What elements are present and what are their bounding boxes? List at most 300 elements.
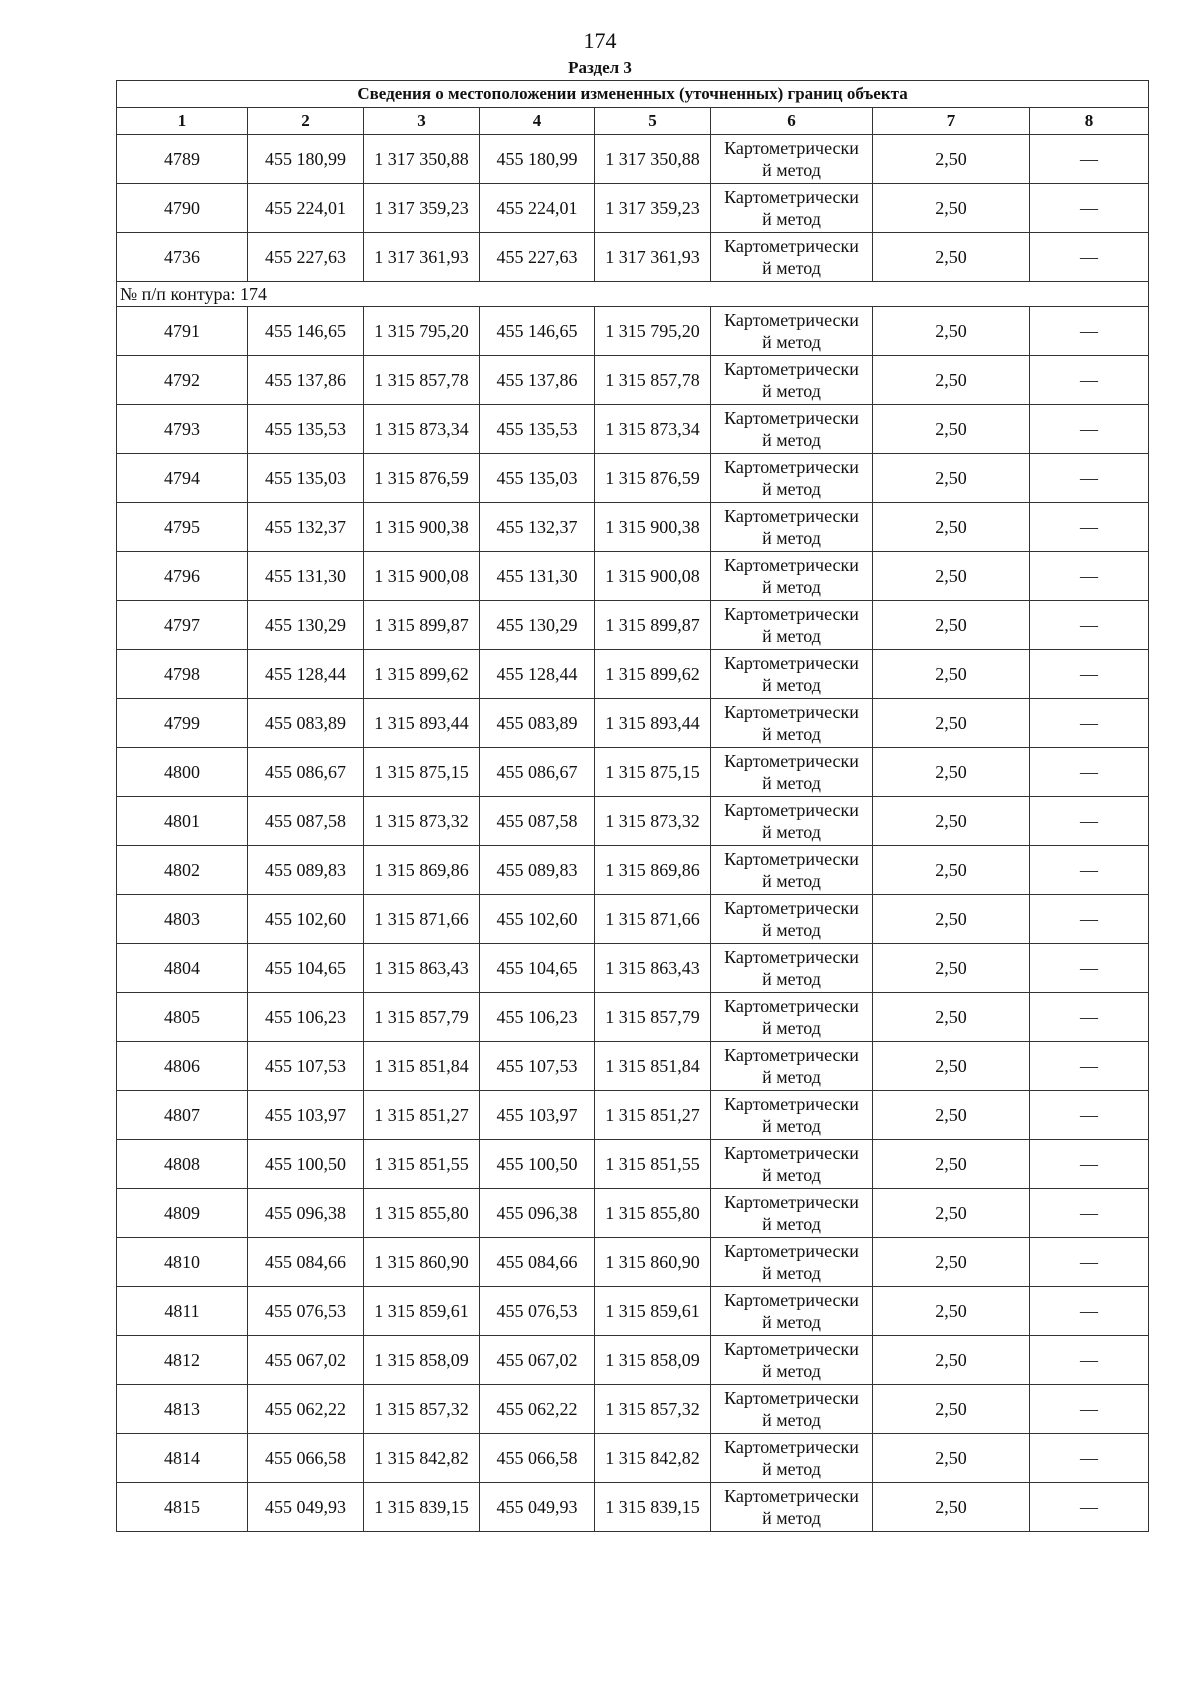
accuracy-cell: 2,50: [873, 135, 1030, 184]
accuracy-cell: 2,50: [873, 1042, 1030, 1091]
x-old-cell: 455 102,60: [248, 895, 364, 944]
table-row: [117, 356, 1149, 405]
description-cell: —: [1030, 1042, 1149, 1091]
method-cell: [711, 846, 873, 895]
x-old-cell: 455 137,86: [248, 356, 364, 405]
method-cell: [711, 1238, 873, 1287]
method-line: й метод: [762, 871, 821, 891]
y-new-cell: 1 315 851,84: [595, 1042, 711, 1091]
table-row: [117, 405, 1149, 454]
point-number-cell: 4812: [117, 1336, 248, 1385]
method-line: Картометрически: [724, 604, 859, 624]
y-old-cell: 1 315 795,20: [364, 307, 480, 356]
method-cell: [711, 1189, 873, 1238]
table-row: [117, 895, 1149, 944]
accuracy-cell: 2,50: [873, 748, 1030, 797]
method-line: й метод: [762, 1067, 821, 1087]
point-number-cell: 4795: [117, 503, 248, 552]
y-new-cell: 1 315 875,15: [595, 748, 711, 797]
point-number-cell: 4794: [117, 454, 248, 503]
accuracy-cell: 2,50: [873, 895, 1030, 944]
table-row: [117, 601, 1149, 650]
x-new-cell: 455 224,01: [480, 184, 595, 233]
table-row: [117, 1140, 1149, 1189]
method-cell: [711, 552, 873, 601]
x-new-cell: 455 137,86: [480, 356, 595, 405]
column-number-row: [117, 108, 1149, 135]
method-line: й метод: [762, 724, 821, 744]
description-cell: —: [1030, 1336, 1149, 1385]
point-number-cell: 4797: [117, 601, 248, 650]
description-cell: —: [1030, 135, 1149, 184]
x-old-cell: 455 089,83: [248, 846, 364, 895]
method-cell: [711, 356, 873, 405]
y-old-cell: 1 315 857,79: [364, 993, 480, 1042]
point-number-cell: 4804: [117, 944, 248, 993]
description-cell: —: [1030, 405, 1149, 454]
table-row: [117, 1434, 1149, 1483]
x-old-cell: 455 106,23: [248, 993, 364, 1042]
accuracy-cell: 2,50: [873, 846, 1030, 895]
point-number-cell: 4789: [117, 135, 248, 184]
method-line: Картометрически: [724, 898, 859, 918]
y-old-cell: 1 315 899,87: [364, 601, 480, 650]
method-line: Картометрически: [724, 187, 859, 207]
y-new-cell: 1 315 893,44: [595, 699, 711, 748]
description-cell: —: [1030, 1483, 1149, 1532]
method-line: й метод: [762, 773, 821, 793]
accuracy-cell: 2,50: [873, 307, 1030, 356]
description-cell: —: [1030, 895, 1149, 944]
x-new-cell: 455 146,65: [480, 307, 595, 356]
page-number: 174: [583, 28, 617, 53]
x-new-cell: 455 130,29: [480, 601, 595, 650]
method-cell: [711, 895, 873, 944]
y-old-cell: 1 315 893,44: [364, 699, 480, 748]
description-cell: —: [1030, 1385, 1149, 1434]
x-old-cell: 455 107,53: [248, 1042, 364, 1091]
method-cell: [711, 1140, 873, 1189]
y-new-cell: 1 315 900,38: [595, 503, 711, 552]
method-cell: [711, 797, 873, 846]
y-old-cell: 1 315 851,27: [364, 1091, 480, 1140]
method-line: й метод: [762, 969, 821, 989]
accuracy-cell: 2,50: [873, 552, 1030, 601]
y-old-cell: 1 315 857,32: [364, 1385, 480, 1434]
column-number: 2: [248, 108, 364, 135]
x-new-cell: 455 083,89: [480, 699, 595, 748]
y-old-cell: 1 315 869,86: [364, 846, 480, 895]
accuracy-cell: 2,50: [873, 993, 1030, 1042]
accuracy-cell: 2,50: [873, 184, 1030, 233]
point-number-cell: 4736: [117, 233, 248, 282]
accuracy-cell: 2,50: [873, 1434, 1030, 1483]
method-cell: [711, 1336, 873, 1385]
point-number-cell: 4807: [117, 1091, 248, 1140]
accuracy-cell: 2,50: [873, 797, 1030, 846]
y-old-cell: 1 315 851,55: [364, 1140, 480, 1189]
method-line: Картометрически: [724, 408, 859, 428]
x-old-cell: 455 132,37: [248, 503, 364, 552]
x-new-cell: 455 107,53: [480, 1042, 595, 1091]
table-caption: Сведения о местоположении измененных (уточненных) границ объекта: [117, 81, 1149, 108]
table-row: [117, 797, 1149, 846]
y-old-cell: 1 315 855,80: [364, 1189, 480, 1238]
x-new-cell: 455 128,44: [480, 650, 595, 699]
method-line: Картометрически: [724, 1143, 859, 1163]
x-old-cell: 455 083,89: [248, 699, 364, 748]
method-cell: [711, 135, 873, 184]
accuracy-cell: 2,50: [873, 650, 1030, 699]
x-old-cell: 455 076,53: [248, 1287, 364, 1336]
description-cell: —: [1030, 650, 1149, 699]
point-number-cell: 4811: [117, 1287, 248, 1336]
y-old-cell: 1 315 860,90: [364, 1238, 480, 1287]
table-row: [117, 1238, 1149, 1287]
y-old-cell: 1 315 876,59: [364, 454, 480, 503]
method-line: й метод: [762, 1018, 821, 1038]
y-old-cell: 1 315 839,15: [364, 1483, 480, 1532]
method-cell: [711, 1287, 873, 1336]
description-cell: —: [1030, 503, 1149, 552]
x-old-cell: 455 224,01: [248, 184, 364, 233]
x-new-cell: 455 089,83: [480, 846, 595, 895]
x-new-cell: 455 135,03: [480, 454, 595, 503]
method-line: й метод: [762, 1410, 821, 1430]
y-old-cell: 1 315 875,15: [364, 748, 480, 797]
method-line: Картометрически: [724, 849, 859, 869]
method-line: й метод: [762, 332, 821, 352]
table-row: [117, 1287, 1149, 1336]
description-cell: —: [1030, 699, 1149, 748]
description-cell: —: [1030, 944, 1149, 993]
method-line: й метод: [762, 675, 821, 695]
y-old-cell: 1 315 842,82: [364, 1434, 480, 1483]
point-number-cell: 4805: [117, 993, 248, 1042]
accuracy-cell: 2,50: [873, 1483, 1030, 1532]
method-line: Картометрически: [724, 1486, 859, 1506]
method-cell: [711, 601, 873, 650]
y-old-cell: 1 317 350,88: [364, 135, 480, 184]
y-new-cell: 1 315 857,79: [595, 993, 711, 1042]
method-line: й метод: [762, 1361, 821, 1381]
point-number-cell: 4798: [117, 650, 248, 699]
y-old-cell: 1 315 899,62: [364, 650, 480, 699]
accuracy-cell: 2,50: [873, 405, 1030, 454]
method-line: й метод: [762, 920, 821, 940]
x-old-cell: 455 227,63: [248, 233, 364, 282]
method-line: Картометрически: [724, 1094, 859, 1114]
y-new-cell: 1 317 350,88: [595, 135, 711, 184]
y-new-cell: 1 315 842,82: [595, 1434, 711, 1483]
description-cell: —: [1030, 993, 1149, 1042]
y-old-cell: 1 315 858,09: [364, 1336, 480, 1385]
description-cell: —: [1030, 1434, 1149, 1483]
method-line: й метод: [762, 160, 821, 180]
y-new-cell: 1 315 869,86: [595, 846, 711, 895]
x-old-cell: 455 049,93: [248, 1483, 364, 1532]
method-line: Картометрически: [724, 800, 859, 820]
point-number-cell: 4810: [117, 1238, 248, 1287]
x-new-cell: 455 076,53: [480, 1287, 595, 1336]
point-number-cell: 4808: [117, 1140, 248, 1189]
y-old-cell: 1 315 873,34: [364, 405, 480, 454]
method-cell: [711, 699, 873, 748]
table-row: [117, 307, 1149, 356]
description-cell: —: [1030, 307, 1149, 356]
accuracy-cell: 2,50: [873, 233, 1030, 282]
y-old-cell: 1 315 863,43: [364, 944, 480, 993]
method-line: Картометрически: [724, 1437, 859, 1457]
x-old-cell: 455 087,58: [248, 797, 364, 846]
description-cell: —: [1030, 454, 1149, 503]
y-new-cell: 1 315 839,15: [595, 1483, 711, 1532]
y-new-cell: 1 315 876,59: [595, 454, 711, 503]
table-row: [117, 1042, 1149, 1091]
x-new-cell: 455 087,58: [480, 797, 595, 846]
method-line: Картометрически: [724, 653, 859, 673]
x-new-cell: 455 096,38: [480, 1189, 595, 1238]
method-line: Картометрически: [724, 457, 859, 477]
accuracy-cell: 2,50: [873, 356, 1030, 405]
method-line: Картометрически: [724, 236, 859, 256]
y-new-cell: 1 315 851,55: [595, 1140, 711, 1189]
contour-label: № п/п контура: 174: [117, 282, 1149, 307]
accuracy-cell: 2,50: [873, 1091, 1030, 1140]
table-row: [117, 846, 1149, 895]
method-line: й метод: [762, 528, 821, 548]
description-cell: —: [1030, 846, 1149, 895]
method-cell: [711, 503, 873, 552]
method-line: й метод: [762, 1263, 821, 1283]
section-title: Раздел 3: [568, 58, 632, 77]
method-line: й метод: [762, 1312, 821, 1332]
y-new-cell: 1 315 857,32: [595, 1385, 711, 1434]
point-number-cell: 4800: [117, 748, 248, 797]
accuracy-cell: 2,50: [873, 1287, 1030, 1336]
description-cell: —: [1030, 1287, 1149, 1336]
x-new-cell: 455 106,23: [480, 993, 595, 1042]
coordinates-table: [116, 80, 1149, 1532]
x-old-cell: 455 128,44: [248, 650, 364, 699]
column-number: 4: [480, 108, 595, 135]
y-new-cell: 1 315 795,20: [595, 307, 711, 356]
method-line: Картометрически: [724, 359, 859, 379]
x-new-cell: 455 067,02: [480, 1336, 595, 1385]
x-old-cell: 455 146,65: [248, 307, 364, 356]
x-old-cell: 455 135,53: [248, 405, 364, 454]
table-row: [117, 135, 1149, 184]
point-number-cell: 4791: [117, 307, 248, 356]
y-old-cell: 1 315 900,38: [364, 503, 480, 552]
method-line: Картометрически: [724, 1388, 859, 1408]
y-new-cell: 1 315 873,34: [595, 405, 711, 454]
method-line: Картометрически: [724, 702, 859, 722]
table-row: [117, 184, 1149, 233]
y-new-cell: 1 317 359,23: [595, 184, 711, 233]
column-number: 8: [1030, 108, 1149, 135]
method-cell: [711, 1385, 873, 1434]
accuracy-cell: 2,50: [873, 1238, 1030, 1287]
x-new-cell: 455 131,30: [480, 552, 595, 601]
table-body: [117, 135, 1149, 1532]
table-row: [117, 1091, 1149, 1140]
y-old-cell: 1 315 859,61: [364, 1287, 480, 1336]
y-new-cell: 1 317 361,93: [595, 233, 711, 282]
y-new-cell: 1 315 899,62: [595, 650, 711, 699]
x-old-cell: 455 104,65: [248, 944, 364, 993]
accuracy-cell: 2,50: [873, 944, 1030, 993]
method-cell: [711, 307, 873, 356]
x-new-cell: 455 084,66: [480, 1238, 595, 1287]
x-new-cell: 455 086,67: [480, 748, 595, 797]
x-old-cell: 455 084,66: [248, 1238, 364, 1287]
y-new-cell: 1 315 860,90: [595, 1238, 711, 1287]
method-line: Картометрически: [724, 555, 859, 575]
y-old-cell: 1 317 359,23: [364, 184, 480, 233]
method-cell: [711, 233, 873, 282]
description-cell: —: [1030, 1091, 1149, 1140]
column-number: 3: [364, 108, 480, 135]
method-line: Картометрически: [724, 1290, 859, 1310]
description-cell: —: [1030, 233, 1149, 282]
method-cell: [711, 1434, 873, 1483]
method-cell: [711, 1042, 873, 1091]
x-new-cell: 455 132,37: [480, 503, 595, 552]
method-line: й метод: [762, 822, 821, 842]
table-row: [117, 1385, 1149, 1434]
method-cell: [711, 944, 873, 993]
point-number-cell: 4813: [117, 1385, 248, 1434]
table-row: [117, 1483, 1149, 1532]
table-row: [117, 699, 1149, 748]
method-line: й метод: [762, 1165, 821, 1185]
table-row: [117, 650, 1149, 699]
table-row: [117, 454, 1149, 503]
x-new-cell: 455 062,22: [480, 1385, 595, 1434]
table-row: [117, 1189, 1149, 1238]
x-old-cell: 455 096,38: [248, 1189, 364, 1238]
method-line: Картометрически: [724, 996, 859, 1016]
table-row: [117, 1336, 1149, 1385]
method-line: й метод: [762, 577, 821, 597]
description-cell: —: [1030, 797, 1149, 846]
method-line: Картометрически: [724, 947, 859, 967]
x-new-cell: 455 100,50: [480, 1140, 595, 1189]
method-cell: [711, 454, 873, 503]
y-new-cell: 1 315 873,32: [595, 797, 711, 846]
method-line: й метод: [762, 1459, 821, 1479]
x-new-cell: 455 180,99: [480, 135, 595, 184]
method-line: й метод: [762, 258, 821, 278]
table-row: [117, 233, 1149, 282]
x-old-cell: 455 131,30: [248, 552, 364, 601]
y-old-cell: 1 315 900,08: [364, 552, 480, 601]
method-line: Картометрически: [724, 1241, 859, 1261]
x-new-cell: 455 135,53: [480, 405, 595, 454]
point-number-cell: 4790: [117, 184, 248, 233]
description-cell: —: [1030, 552, 1149, 601]
method-cell: [711, 1483, 873, 1532]
y-new-cell: 1 315 855,80: [595, 1189, 711, 1238]
contour-row: [117, 282, 1149, 307]
y-new-cell: 1 315 858,09: [595, 1336, 711, 1385]
y-old-cell: 1 315 851,84: [364, 1042, 480, 1091]
table-row: [117, 552, 1149, 601]
description-cell: —: [1030, 356, 1149, 405]
description-cell: —: [1030, 1189, 1149, 1238]
point-number-cell: 4792: [117, 356, 248, 405]
point-number-cell: 4796: [117, 552, 248, 601]
method-line: й метод: [762, 381, 821, 401]
description-cell: —: [1030, 184, 1149, 233]
x-old-cell: 455 130,29: [248, 601, 364, 650]
method-line: Картометрически: [724, 1192, 859, 1212]
point-number-cell: 4814: [117, 1434, 248, 1483]
x-new-cell: 455 066,58: [480, 1434, 595, 1483]
column-number: 7: [873, 108, 1030, 135]
point-number-cell: 4802: [117, 846, 248, 895]
accuracy-cell: 2,50: [873, 1385, 1030, 1434]
method-line: Картометрически: [724, 1339, 859, 1359]
x-old-cell: 455 086,67: [248, 748, 364, 797]
x-old-cell: 455 062,22: [248, 1385, 364, 1434]
x-new-cell: 455 102,60: [480, 895, 595, 944]
description-cell: —: [1030, 1238, 1149, 1287]
method-line: Картометрически: [724, 506, 859, 526]
accuracy-cell: 2,50: [873, 1140, 1030, 1189]
method-line: й метод: [762, 1214, 821, 1234]
method-cell: [711, 184, 873, 233]
method-cell: [711, 1091, 873, 1140]
point-number-cell: 4799: [117, 699, 248, 748]
method-line: й метод: [762, 626, 821, 646]
method-line: Картометрически: [724, 1045, 859, 1065]
method-line: й метод: [762, 1116, 821, 1136]
y-new-cell: 1 315 871,66: [595, 895, 711, 944]
column-number: 6: [711, 108, 873, 135]
accuracy-cell: 2,50: [873, 601, 1030, 650]
method-cell: [711, 748, 873, 797]
table-row: [117, 503, 1149, 552]
y-new-cell: 1 315 900,08: [595, 552, 711, 601]
table-row: [117, 748, 1149, 797]
y-old-cell: 1 317 361,93: [364, 233, 480, 282]
method-line: й метод: [762, 430, 821, 450]
x-old-cell: 455 067,02: [248, 1336, 364, 1385]
point-number-cell: 4801: [117, 797, 248, 846]
y-old-cell: 1 315 873,32: [364, 797, 480, 846]
method-cell: [711, 405, 873, 454]
accuracy-cell: 2,50: [873, 699, 1030, 748]
point-number-cell: 4803: [117, 895, 248, 944]
y-new-cell: 1 315 863,43: [595, 944, 711, 993]
x-old-cell: 455 180,99: [248, 135, 364, 184]
description-cell: —: [1030, 1140, 1149, 1189]
method-line: й метод: [762, 209, 821, 229]
method-line: Картометрически: [724, 138, 859, 158]
point-number-cell: 4809: [117, 1189, 248, 1238]
y-old-cell: 1 315 871,66: [364, 895, 480, 944]
x-new-cell: 455 103,97: [480, 1091, 595, 1140]
method-line: й метод: [762, 1508, 821, 1528]
accuracy-cell: 2,50: [873, 1189, 1030, 1238]
x-old-cell: 455 100,50: [248, 1140, 364, 1189]
x-new-cell: 455 227,63: [480, 233, 595, 282]
y-new-cell: 1 315 859,61: [595, 1287, 711, 1336]
table-row: [117, 944, 1149, 993]
column-number: 1: [117, 108, 248, 135]
